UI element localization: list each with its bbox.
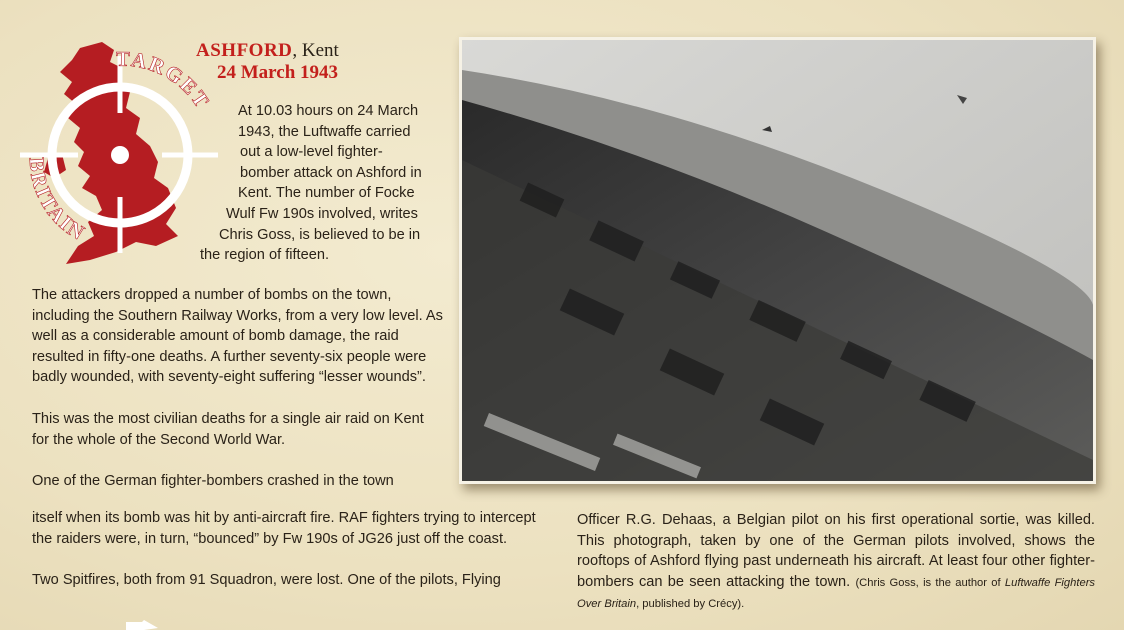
intro-line: the region of fifteen. [200, 247, 329, 264]
photo-caption [577, 510, 1095, 615]
credit-suffix: , published by Crécy). [636, 598, 745, 611]
article-paragraph: This was the most civilian deaths for a single air raid on Kent for the whole of the Second World War. [32, 410, 424, 448]
logo-word-bottom: BRITAIN [24, 156, 91, 246]
ashford-rooftops-photo [462, 40, 1093, 481]
headline [196, 40, 396, 83]
headline-date: 24 March 1943 [217, 62, 339, 83]
intro-line: bomber attack on Ashford in [240, 164, 422, 181]
intro-line: At 10.03 hours on 24 March [238, 103, 419, 119]
historic-photograph [459, 37, 1096, 484]
intro-line: Wulf Fw 190s involved, writes [226, 205, 418, 222]
article-paragraph: itself when its bomb was hit by anti-aircraft fire. RAF fighters trying to intercept the raiders were, in turn, “bounced” by Fw 190s of JG26 just off the coast. [32, 510, 536, 547]
target-britain-logo [18, 38, 223, 270]
article-paragraph: The attackers dropped a number of bombs on the town, including the Southern Railway Works, from a very low level. As well as a considerable amount of bomb damage, the raid resulted in fifty-one deaths. A further seventy-six people were badly wounded, with seventy-eight suffering “lesser wounds”. [32, 287, 443, 386]
headline-place: ASHFORD [196, 40, 293, 61]
next-page-arrow-icon [122, 620, 162, 630]
article-paragraph: Two Spitfires, both from 91 Squadron, were lost. One of the pilots, Flying [32, 572, 501, 589]
credit-book-title: Luftwaffe Fighters Over Britain [577, 576, 1096, 611]
intro-line: 1943, the Luftwaffe carried [238, 123, 411, 140]
article-left-column [32, 285, 444, 492]
article-bottom-text [32, 508, 550, 612]
intro-line: Chris Goss, is believed to be in [219, 226, 421, 243]
intro-line: Kent. The number of Focke [238, 185, 415, 202]
intro-line: out a low-level fighter- [240, 144, 383, 161]
caption-text: Officer R.G. Dehaas, a Belgian pilot on his first operational sortie, was killed. This photograph, taken by one of the German pilots involved, shows the rooftops of Ashford flying past underneath his aircraft. At least four other fighter-bombers can be seen attacking the town. [577, 512, 1095, 590]
logo-word-top: TARGET [115, 46, 215, 114]
credit-prefix: (Chris Goss, is the author of [855, 576, 1005, 589]
headline-county: , Kent [292, 40, 339, 61]
intro-paragraph [200, 101, 444, 266]
article-paragraph-crash-start: One of the German fighter-bombers crashed in the town [32, 473, 394, 490]
